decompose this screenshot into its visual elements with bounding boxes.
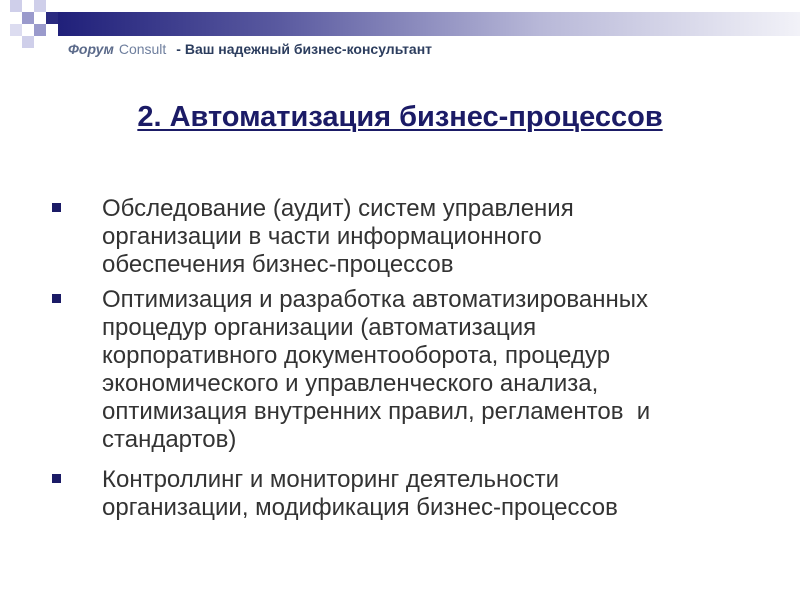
bullet-line: организации в части информационного [102, 223, 542, 250]
slide-title [0, 99, 800, 135]
decor-square [34, 24, 46, 36]
bullet-line: Оптимизация и разработка автоматизированных [102, 286, 648, 313]
slide-title-text: 2. Автоматизация бизнес-процессов [137, 101, 663, 133]
bullet-line: организации, модификация бизнес-процессов [102, 494, 618, 521]
bullet-line: процедур организации (автоматизация [102, 314, 537, 341]
brand-name: Форум [68, 41, 114, 57]
tagline: - Ваш надежный бизнес-консультант [176, 41, 433, 57]
bullet-line: Обследование (аудит) систем управления [102, 195, 574, 222]
bullet-text [102, 466, 792, 522]
decor-square [46, 12, 58, 24]
header-tagline-line [68, 40, 432, 58]
decor-square [10, 24, 22, 36]
square-bullet-icon [52, 474, 61, 483]
decor-square [10, 0, 22, 12]
header-gradient-bar [58, 12, 800, 36]
decor-square [22, 36, 34, 48]
bullet-text [102, 195, 792, 279]
bullet-line: обеспечения бизнес-процессов [102, 251, 454, 278]
brand-suffix: Consult [118, 41, 167, 57]
square-bullet-icon [52, 294, 61, 303]
bullet-line: экономического и управленческого анализа, [102, 370, 599, 397]
bullet-line: стандартов) [102, 426, 237, 453]
bullet-text [102, 286, 792, 454]
decor-square [22, 12, 34, 24]
bullet-line: Контроллинг и мониторинг деятельности [102, 466, 560, 493]
square-bullet-icon [52, 203, 61, 212]
bullet-line: корпоративного документооборота, процедур [102, 342, 611, 369]
bullet-line: оптимизация внутренних правил, регламентов и [102, 398, 651, 425]
decor-square [34, 0, 46, 12]
